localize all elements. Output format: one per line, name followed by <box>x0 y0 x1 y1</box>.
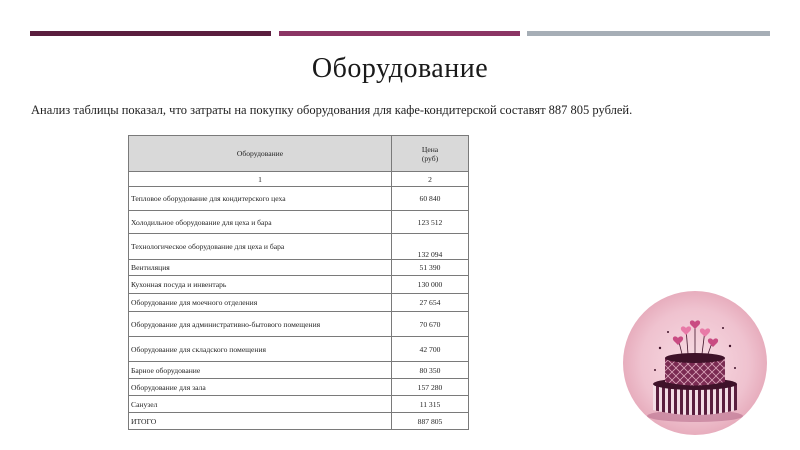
table-row <box>129 312 469 337</box>
table-row <box>129 276 469 294</box>
header-price-line2: (руб) <box>421 153 439 163</box>
table-row <box>129 396 469 413</box>
accent-bar-magenta <box>279 31 520 36</box>
row-price: 123 512 <box>392 211 469 234</box>
header-price <box>392 136 469 172</box>
table-row <box>129 187 469 211</box>
table-row <box>129 379 469 396</box>
table-index-row <box>129 172 469 187</box>
row-price: 11 315 <box>392 396 469 413</box>
row-price: 132 094 <box>392 234 469 260</box>
cake-illustration <box>620 288 770 438</box>
index-cell-2: 2 <box>392 172 469 187</box>
equipment-table <box>128 135 469 430</box>
table-total-row <box>129 413 469 430</box>
table-row <box>129 211 469 234</box>
header-equipment: Оборудование <box>129 136 392 172</box>
total-name: ИТОГО <box>129 413 392 430</box>
index-cell-1: 1 <box>129 172 392 187</box>
row-price: 60 840 <box>392 187 469 211</box>
row-name: Оборудование для административно-бытового помещения <box>129 312 392 337</box>
table-row <box>129 337 469 362</box>
row-name: Кухонная посуда и инвентарь <box>129 276 392 294</box>
table-header-row <box>129 136 469 172</box>
table-row <box>129 294 469 312</box>
row-price: 157 280 <box>392 379 469 396</box>
row-price: 130 000 <box>392 276 469 294</box>
row-price: 27 654 <box>392 294 469 312</box>
header-price-line1: Цена <box>421 144 439 154</box>
row-name: Тепловое оборудование для кондитерского цеха <box>129 187 392 211</box>
row-name: Вентиляция <box>129 260 392 276</box>
row-price: 42 700 <box>392 337 469 362</box>
row-name: Оборудование для зала <box>129 379 392 396</box>
table-row <box>129 260 469 276</box>
row-name: Санузел <box>129 396 392 413</box>
row-name: Оборудование для моечного отделения <box>129 294 392 312</box>
row-name: Барное оборудование <box>129 362 392 379</box>
intro-text: Анализ таблицы показал, что затраты на покупку оборудования для кафе-кондитерской составят 887 805 рублей. <box>31 103 633 117</box>
table-row <box>129 362 469 379</box>
row-price: 70 670 <box>392 312 469 337</box>
accent-bar-dark <box>30 31 271 36</box>
row-name: Холодильное оборудование для цеха и бара <box>129 211 392 234</box>
row-price: 80 350 <box>392 362 469 379</box>
slide-title: Оборудование <box>311 53 489 84</box>
table-row <box>129 234 469 260</box>
accent-bar-grey <box>527 31 770 36</box>
total-price: 887 805 <box>392 413 469 430</box>
row-name: Технологическое оборудование для цеха и бара <box>129 234 392 260</box>
row-price: 51 390 <box>392 260 469 276</box>
row-name: Оборудование для складского помещения <box>129 337 392 362</box>
